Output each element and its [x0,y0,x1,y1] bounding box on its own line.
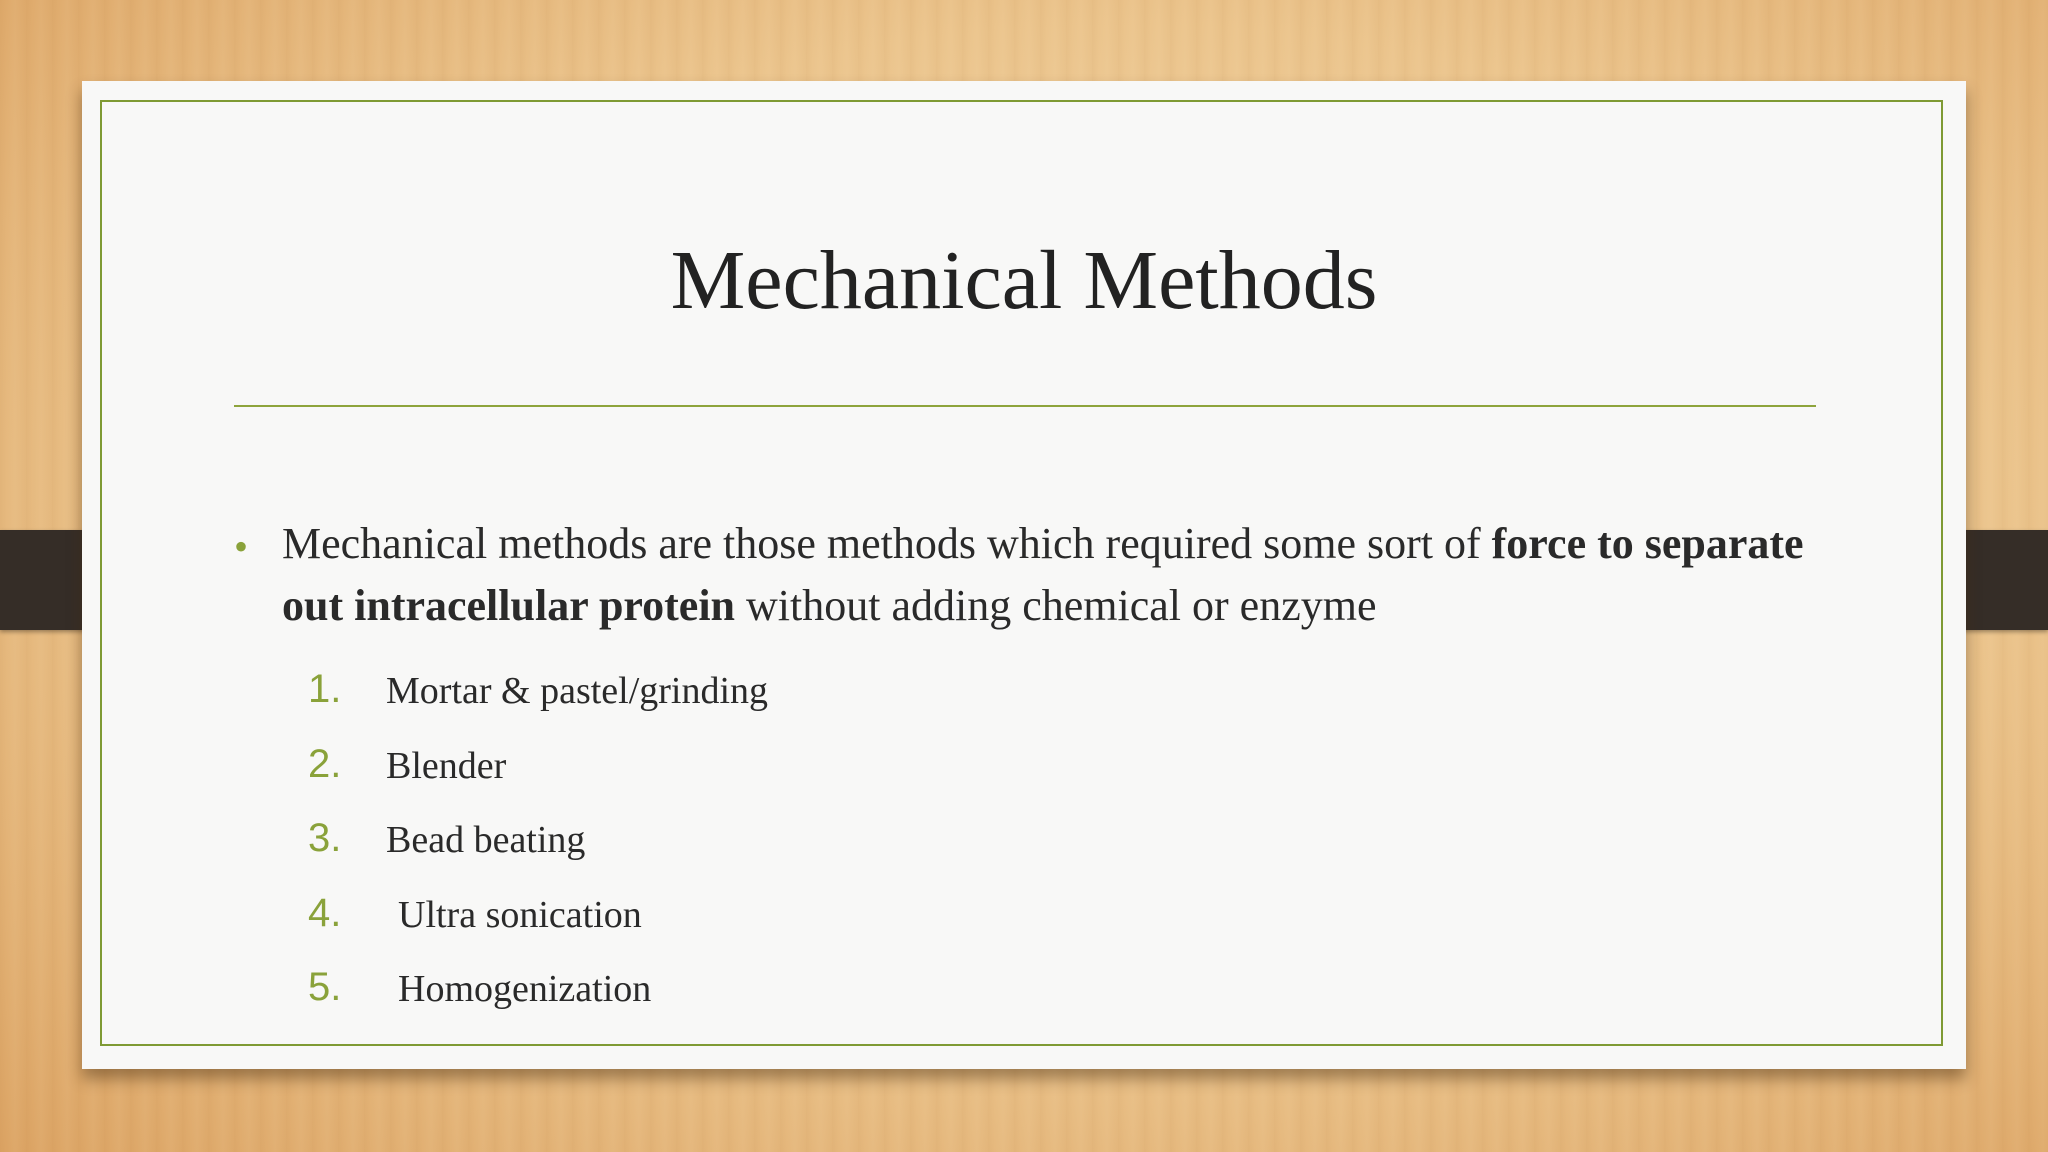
list-item-text: Mortar & pastel/grinding [386,670,769,712]
bullet-icon: • [234,524,249,569]
bullet-text [282,513,1854,637]
list-number: 2. [308,741,342,786]
list-number: 3. [308,816,342,860]
list-number: 5. [308,965,342,1009]
list-item-text: Ultra sonication [398,893,642,936]
bullet-text-bold: force to separate out intracellular protein [282,519,1804,630]
list-number: 1. [308,667,342,711]
list-item-text: Homogenization [398,968,652,1010]
slide-title: Mechanical Methods [670,234,1378,327]
list-item-text: Bead beating [386,819,586,861]
title-divider [234,405,1816,407]
bullet-text-part-1: Mechanical methods are those methods which required some sort of [282,519,1492,568]
bullet-point [234,513,1854,637]
list-number: 4. [308,890,342,935]
bullet-text-part-2: without adding chemical or enzyme [735,581,1377,630]
slide [82,81,1966,1069]
list-item-text: Blender [386,744,507,787]
